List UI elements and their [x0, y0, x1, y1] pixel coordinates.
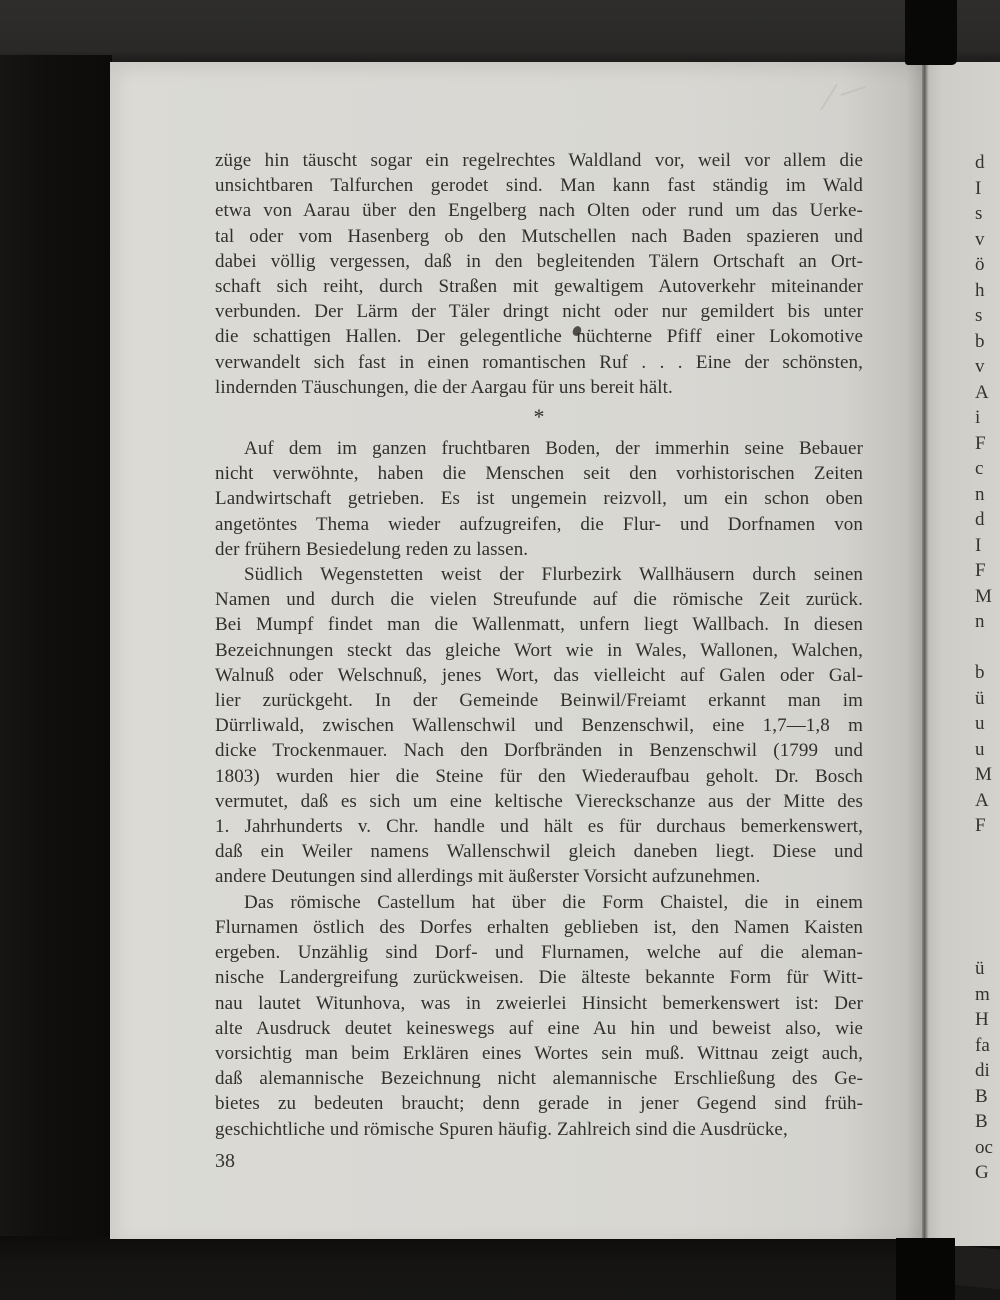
clipped-text-fragment: I: [975, 178, 982, 199]
text-line: verbunden. Der Lärm der Täler dringt nicht oder nur gemildert bis unter: [215, 301, 863, 323]
text-line: etwa von Aarau über den Engelberg nach Olten oder rund um das Uerke-: [215, 200, 863, 222]
text-line: daß ein Weiler namens Wallenschwil gleich daneben liegt. Diese und: [215, 841, 863, 863]
text-line: ergeben. Unzählig sind Dorf- und Flurnamen, welche auf die aleman-: [215, 942, 863, 964]
pencil-smudge: [810, 74, 870, 124]
text-line: alte Ausdruck deutet keineswegs auf eine Au hin und beweist also, wie: [215, 1017, 863, 1039]
bookmark-ribbon-bottom: [896, 1238, 955, 1300]
text-line: züge hin täuscht sogar ein regelrechtes Waldland vor, weil vor allem die: [215, 150, 863, 171]
text-line: lier zurückgeht. In der Gemeinde Beinwil/Freiamt erkannt man im: [215, 690, 863, 712]
page-number: 38: [215, 1150, 235, 1172]
clipped-text-fragment: B: [975, 1111, 988, 1132]
clipped-text-fragment: b: [975, 662, 985, 683]
text-line: Bezeichnungen steckt das gleiche Wort wie in Wales, Wallonen, Walchen,: [215, 639, 863, 661]
clipped-text-fragment: A: [975, 790, 989, 811]
text-line: Landwirtschaft getrieben. Es ist ungemein reizvoll, um ein schon oben: [215, 488, 863, 510]
clipped-text-fragment: F: [975, 815, 986, 836]
book-page: [110, 62, 922, 1239]
clipped-text-fragment: B: [975, 1086, 988, 1107]
text-line: vorsichtig man beim Erklären eines Wortes sein muß. Wittnau zeigt auch,: [215, 1042, 863, 1064]
clipped-text-fragment: ö: [975, 254, 985, 275]
text-line: Bei Mumpf findet man die Wallenmatt, unfern liegt Wallbach. In diesen: [215, 614, 863, 636]
clipped-text-fragment: v: [975, 356, 985, 377]
clipped-text-fragment: d: [975, 509, 985, 530]
clipped-text-fragment: i: [975, 407, 981, 428]
text-line: vermutet, daß es sich um eine keltische Viereckschanze aus der Mitte des: [215, 790, 863, 812]
clipped-text-fragment: u: [975, 739, 985, 760]
text-line: dabei völlig vergessen, daß in den begleitenden Tälern Ortschaft an Ort-: [215, 250, 863, 272]
clipped-text-fragment: d: [975, 152, 985, 173]
clipped-text-fragment: F: [975, 560, 986, 581]
text-line: die schattigen Hallen. Der gelegentliche nüchterne Pfiff einer Lokomotive: [215, 326, 863, 348]
scan-background-left: [0, 55, 112, 1300]
section-separator: *: [533, 404, 545, 430]
text-line: Auf dem im ganzen fruchtbaren Boden, der immerhin seine Bebauer: [244, 438, 863, 460]
clipped-text-fragment: m: [975, 984, 990, 1005]
paragraph: [215, 890, 863, 1142]
next-page-edge: [929, 62, 1000, 1246]
clipped-text-fragment: ü: [975, 958, 985, 979]
text-line: Namen und durch die vielen Streufunde auf die römische Zeit zurück.: [215, 589, 863, 611]
text-line: dicke Trockenmauer. Nach den Dorfbränden in Benzenschwil (1799 und: [215, 740, 863, 762]
clipped-text-fragment: h: [975, 280, 985, 301]
page-corner-shadow: [955, 1245, 1000, 1291]
text-line: verwandelt sich fast in einen romantischen Ruf . . . Eine der schönsten,: [215, 351, 863, 373]
clipped-text-fragment: n: [975, 484, 985, 505]
clipped-text-fragment: M: [975, 764, 992, 785]
text-line: unsichtbaren Talfurchen gerodet sind. Man kann fast ständig im Wald: [215, 175, 863, 197]
text-line: der frühern Besiedelung reden zu lassen.: [215, 538, 529, 560]
text-line: Walnuß oder Welschnuß, jenes Wort, das vielleicht auf Galen oder Gal-: [215, 664, 863, 686]
text-line: lindernden Täuschungen, die der Aargau für uns bereit hält.: [215, 376, 673, 398]
text-line: schaft sich reiht, durch Straßen mit gewaltigem Autoverkehr miteinander: [215, 276, 863, 298]
clipped-text-fragment: M: [975, 586, 992, 607]
clipped-text-fragment: fa: [975, 1035, 990, 1056]
text-line: nicht verwöhnte, haben die Menschen seit den vorhistorischen Zeiten: [215, 463, 863, 485]
clipped-text-fragment: G: [975, 1162, 989, 1183]
scan-background-top: [0, 0, 1000, 63]
paragraph: [215, 148, 863, 400]
clipped-text-fragment: v: [975, 229, 985, 250]
clipped-text-fragment: F: [975, 433, 986, 454]
clipped-text-fragment: oc: [975, 1137, 993, 1158]
text-column: [215, 148, 863, 1142]
text-line: nische Landergreifung zurückweisen. Die älteste bekannte Form für Witt-: [215, 967, 863, 989]
text-line: Südlich Wegenstetten weist der Flurbezirk Wallhäusern durch seinen: [244, 564, 863, 586]
text-line: angetöntes Thema wieder aufzugreifen, die Flur- und Dorfnamen von: [215, 513, 863, 535]
clipped-text-fragment: I: [975, 535, 982, 556]
bookmark-ribbon-top: [905, 0, 957, 65]
text-line: Flurnamen östlich des Dorfes erhalten geblieben ist, den Namen Kaisten: [215, 916, 863, 938]
text-line: daß alemannische Bezeichnung nicht alemannische Erschließung des Ge-: [215, 1068, 863, 1090]
text-line: 1. Jahrhunderts v. Chr. handle und hält es für durchaus bemerkenswert,: [215, 816, 863, 838]
text-line: 1803) wurden hier die Steine für den Wiederaufbau geholt. Dr. Bosch: [215, 765, 863, 787]
text-line: bietes zu bedeuten braucht; denn gerade in jener Gegend sind früh-: [215, 1093, 863, 1115]
scan-background-bottom: [0, 1236, 1000, 1300]
paragraph: [215, 562, 863, 890]
text-line: nau lautet Witunhova, was in zweierlei Hinsicht bemerkenswert ist: Der: [215, 992, 863, 1014]
text-line: tal oder vom Hasenberg ob den Mutschellen nach Baden spazieren und: [215, 225, 863, 247]
text-line: Dürrliwald, zwischen Wallenschwil und Benzenschwil, eine 1,7—1,8 m: [215, 715, 863, 737]
clipped-text-fragment: s: [975, 305, 983, 326]
clipped-text-fragment: A: [975, 382, 989, 403]
clipped-text-fragment: s: [975, 203, 983, 224]
clipped-text-fragment: b: [975, 331, 985, 352]
clipped-text-fragment: di: [975, 1060, 990, 1081]
clipped-text-fragment: n: [975, 611, 985, 632]
text-line: geschichtliche und römische Spuren häufig. Zahlreich sind die Ausdrücke,: [215, 1118, 788, 1140]
clipped-text-fragment: c: [975, 458, 984, 479]
text-line: Das römische Castellum hat über die Form Chaistel, die in einem: [244, 891, 863, 913]
paragraph: [215, 436, 863, 562]
clipped-text-fragment: u: [975, 713, 985, 734]
clipped-text-fragment: H: [975, 1009, 989, 1030]
text-line: andere Deutungen sind allerdings mit äußerster Vorsicht aufzunehmen.: [215, 866, 761, 888]
clipped-text-fragment: ü: [975, 688, 985, 709]
